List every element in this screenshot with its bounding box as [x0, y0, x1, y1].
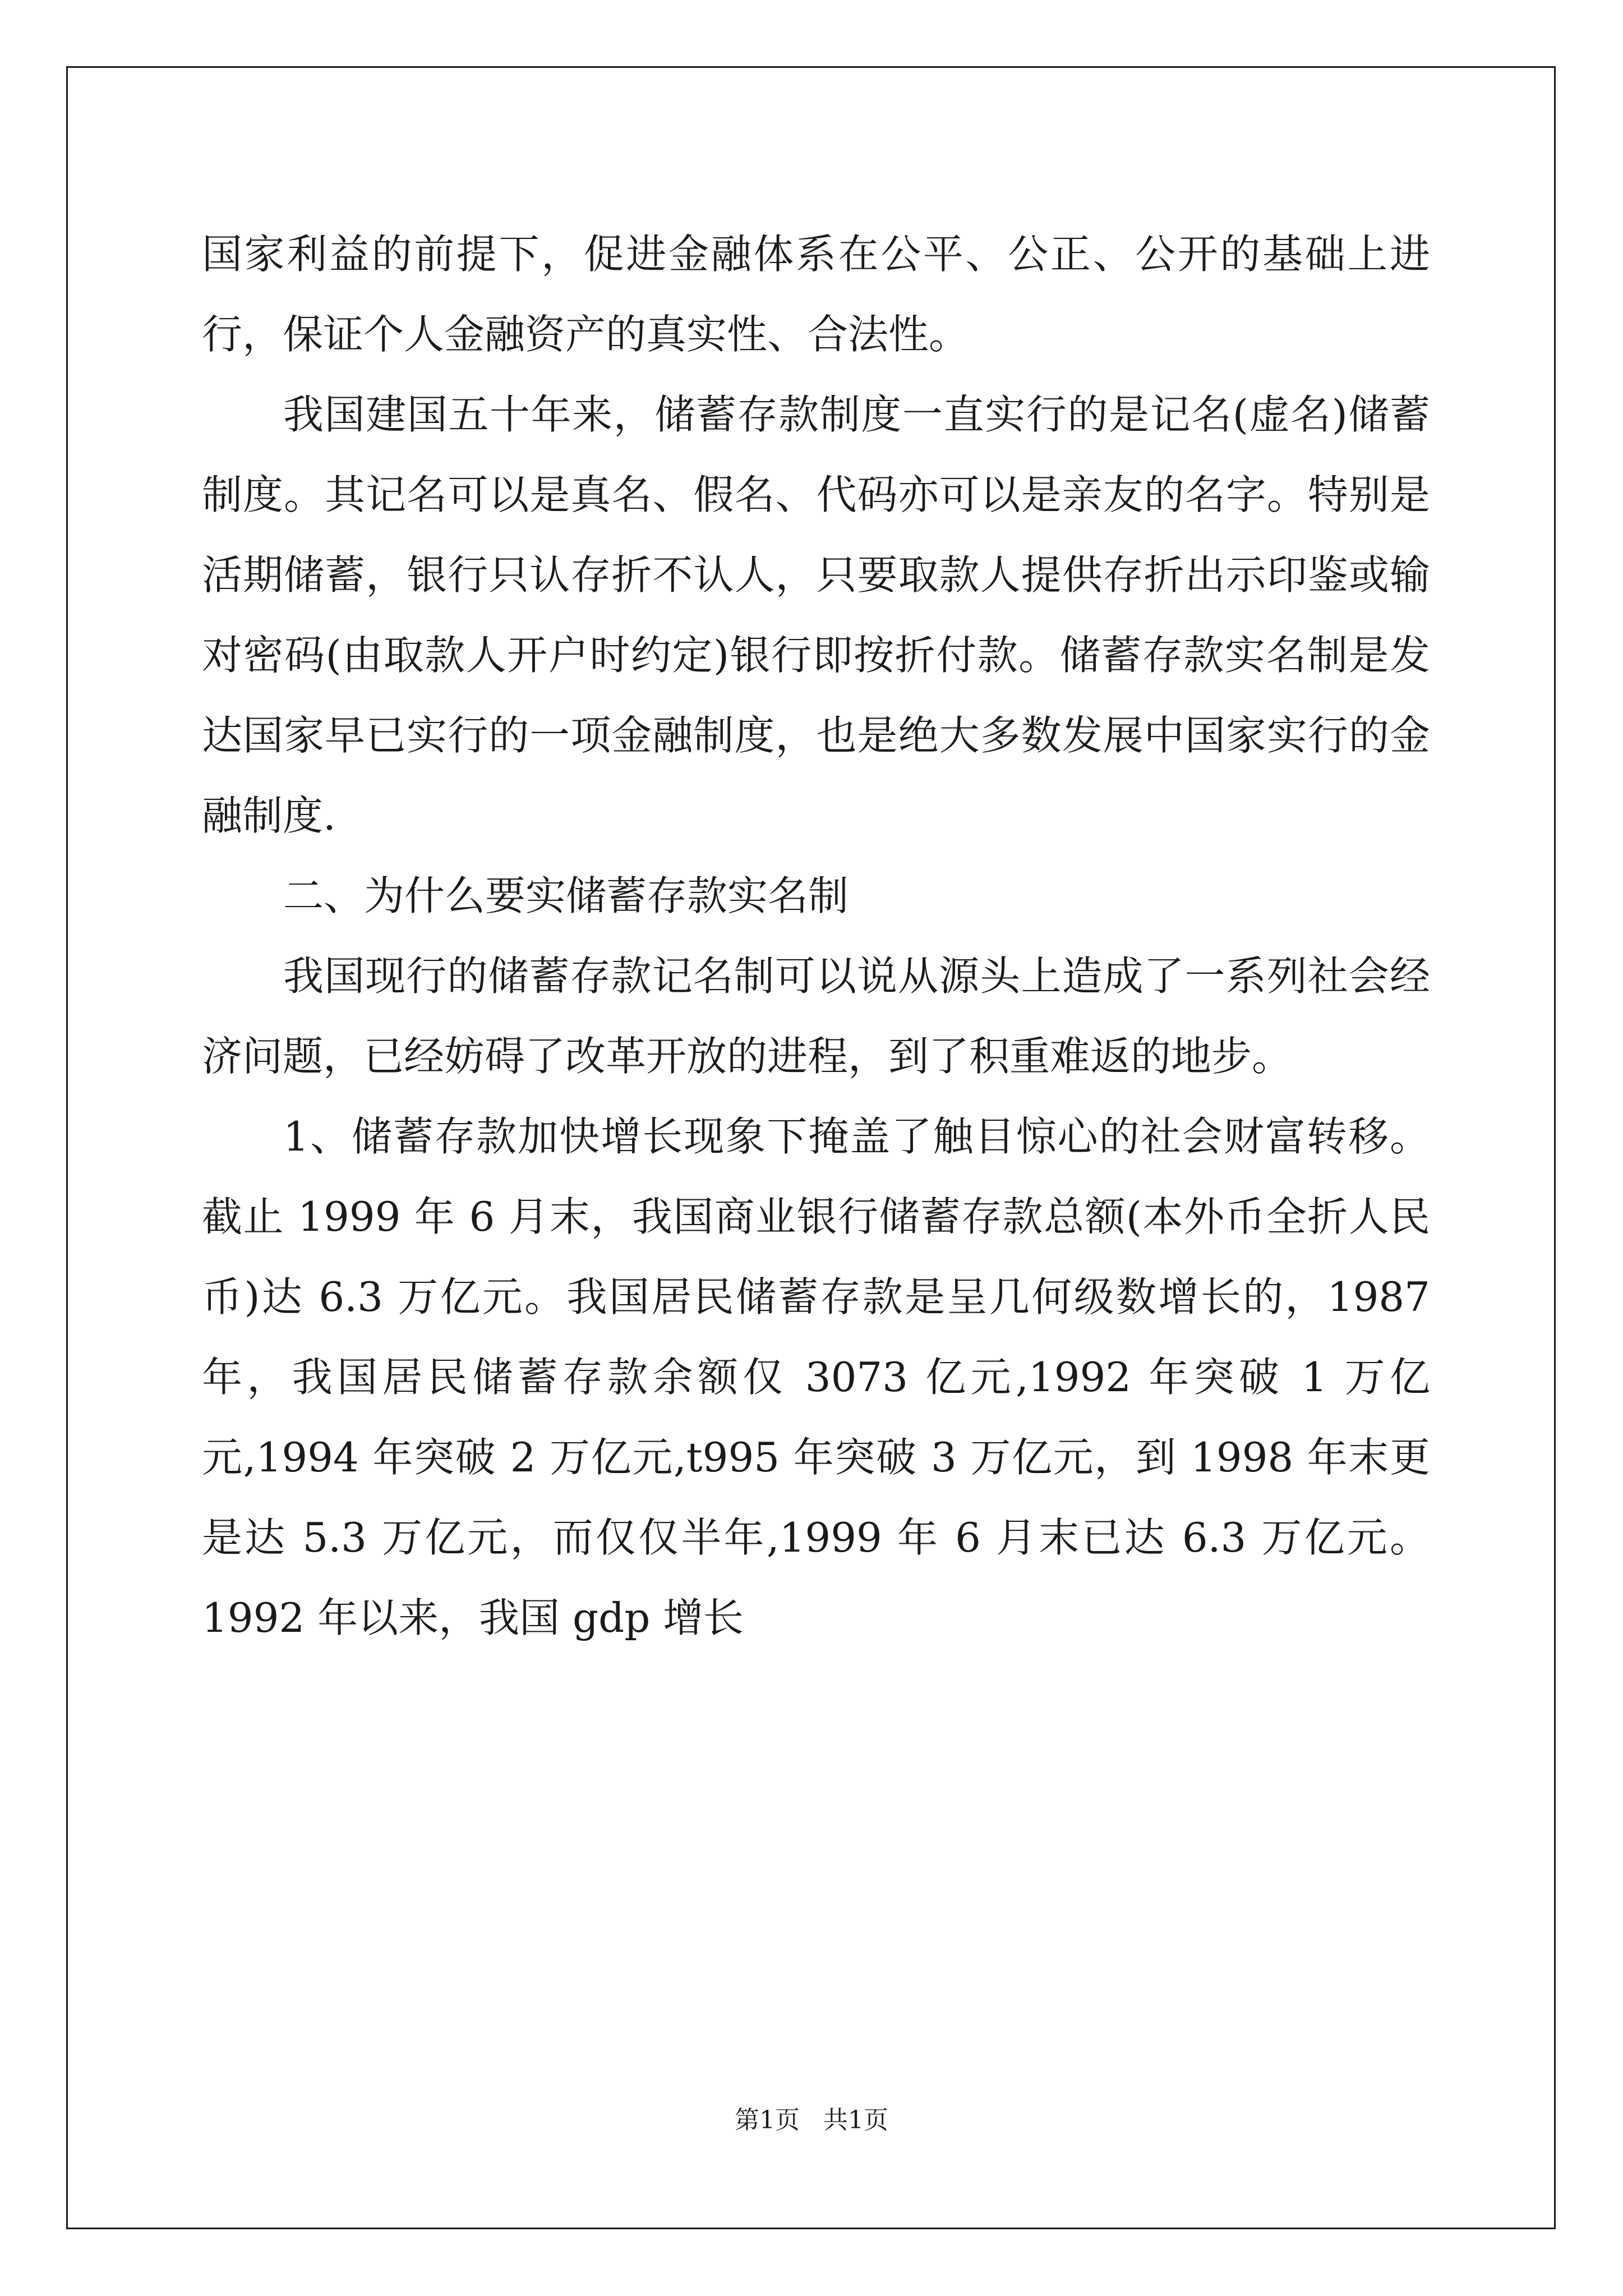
- section-heading: 二、为什么要实储蓄存款实名制: [283, 872, 849, 919]
- document-body: [202, 214, 1430, 1658]
- paragraph-3: 我国现行的储蓄存款记名制可以说从源头上造成了一系列社会经济问题，已经妨碍了改革开放的进程，到了积重难返的地步。: [202, 953, 1430, 1080]
- paragraph-1: 国家利益的前提下，促进金融体系在公平、公正、公开的基础上进行，保证个人金融资产的真实性、合法性。: [202, 231, 1430, 358]
- page-footer: 第1页 共1页: [735, 2106, 888, 2134]
- paragraph-4: 1、储蓄存款加快增长现象下掩盖了触目惊心的社会财富转移。截止 1999 年 6 月末，我国商业银行储蓄存款总额(本外币全折人民币)达 6.3 万亿元。我国居民储蓄存款是呈几何级数增长的，1987 年，我国居民储蓄存款余额仅 3073 亿元,1992 年突破 1 万亿元,1994 年突破 2 万亿元,t995 年突破 3 万亿元，到 1998 年末更是达 5.3 万亿元，而仅仅半年,1999 年 6 月末已达 6.3 万亿元。1992 年以来，我国 gdp 增长: [202, 1113, 1430, 1641]
- paragraph-2: 我国建国五十年来，储蓄存款制度一直实行的是记名(虚名)储蓄制度。其记名可以是真名、假名、代码亦可以是亲友的名字。特别是活期储蓄，银行只认存折不认人，只要取款人提供存折出示印鉴或输对密码(由取款人开户时约定)银行即按折付款。储蓄存款实名制是发达国家早已实行的一项金融制度，也是绝大多数发展中国家实行的金融制度.: [202, 391, 1430, 839]
